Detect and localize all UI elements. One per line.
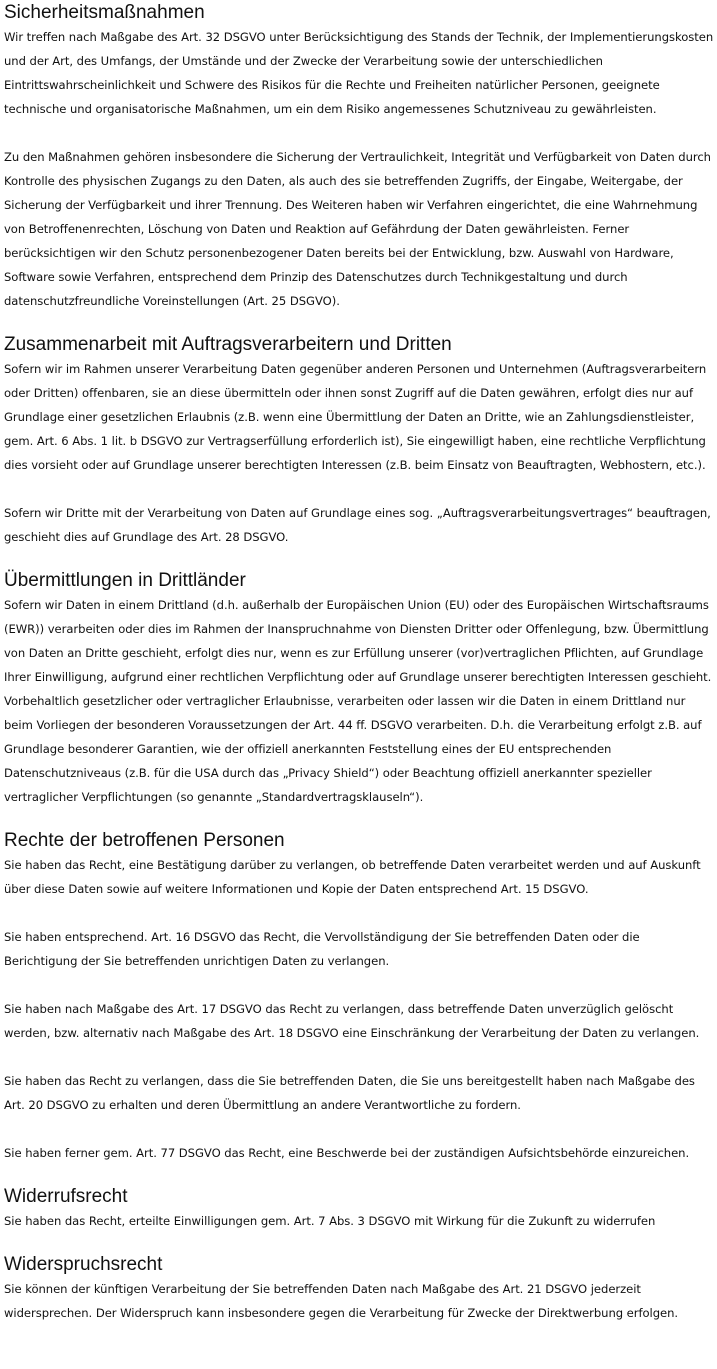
section-widerspruchsrecht [4, 1253, 714, 1325]
section-zusammenarbeit [4, 333, 714, 549]
section-heading: Zusammenarbeit mit Auftragsverarbeitern und Dritten [4, 334, 452, 355]
paragraph: Sofern wir Dritte mit der Verarbeitung von Daten auf Grundlage eines sog. „Auftragsverarbeitungsvertrages“ beauftragen, geschieht dies auf Grundlage des Art. 28 DSGVO. [4, 506, 711, 544]
section-drittlaender [4, 569, 714, 809]
paragraph: Sie haben das Recht, eine Bestätigung darüber zu verlangen, ob betreffende Daten verarbeitet werden und auf Auskunft über diese Daten sowie auf weitere Informationen und Kopie der Daten entsprechend Art. 15 DSGVO. [4, 858, 701, 896]
section-heading: Übermittlungen in Drittländer [4, 570, 246, 591]
section-widerrufsrecht [4, 1185, 714, 1233]
paragraph: Sie haben das Recht, erteilte Einwilligungen gem. Art. 7 Abs. 3 DSGVO mit Wirkung für die Zukunft zu widerrufen [4, 1214, 656, 1228]
section-sicherheitsmassnahmen [4, 0, 714, 313]
section-betroffenenrechte [4, 829, 714, 1165]
privacy-policy-document [4, 0, 714, 1345]
section-heading: Widerrufsrecht [4, 1186, 128, 1207]
paragraph: Sie haben nach Maßgabe des Art. 17 DSGVO das Recht zu verlangen, dass betreffende Daten unverzüglich gelöscht werden, bzw. alternativ nach Maßgabe des Art. 18 DSGVO eine Einschränkung der Verarbeitung der Daten zu verlangen. [4, 1002, 700, 1040]
paragraph: Sie haben entsprechend. Art. 16 DSGVO das Recht, die Vervollständigung der Sie betreffenden Daten oder die Berichtigung der Sie betreffenden unrichtigen Daten zu verlangen. [4, 930, 640, 968]
paragraph: Wir treffen nach Maßgabe des Art. 32 DSGVO unter Berücksichtigung des Stands der Technik, der Implementierungskosten und der Art, des Umfangs, der Umstände und der Zwecke der Verarbeitung sowie der unterschiedlichen Eintrittswahrscheinlichkeit und Schwere des Risikos für die Rechte und Freiheiten natürlicher Personen, geeignete technische und organisatorische Maßnahmen, um ein dem Risiko angemessenes Schutzniveau zu gewährleisten. [4, 30, 714, 116]
section-heading: Rechte der betroffenen Personen [4, 830, 285, 851]
paragraph: Sie können der künftigen Verarbeitung der Sie betreffenden Daten nach Maßgabe des Art. 21 DSGVO jederzeit widersprechen. Der Widerspruch kann insbesondere gegen die Verarbeitung für Zwecke der Direktwerbung erfolgen. [4, 1282, 679, 1320]
section-heading: Sicherheitsmaßnahmen [4, 2, 205, 23]
paragraph: Sofern wir Daten in einem Drittland (d.h. außerhalb der Europäischen Union (EU) oder des Europäischen Wirtschaftsraums (EWR)) verarbeiten oder dies im Rahmen der Inanspruchnahme von Diensten Dritter oder Offenlegung, bzw. Übermittlung von Daten an Dritte geschieht, erfolgt dies nur, wenn es zur Erfüllung unserer (vor)vertraglichen Pflichten, auf Grundlage Ihrer Einwilligung, aufgrund einer rechtlichen Verpflichtung oder auf Grundlage unserer berechtigten Interessen geschieht. Vorbehaltlich gesetzlicher oder vertraglicher Erlaubnisse, verarbeiten oder lassen wir die Daten in einem Drittland nur beim Vorliegen der besonderen Voraussetzungen der Art. 44 ff. DSGVO verarbeiten. D.h. die Verarbeitung erfolgt z.B. auf Grundlage besonderer Garantien, wie der offiziell anerkannten Feststellung eines der EU entsprechenden Datenschutzniveaus (z.B. für die USA durch das „Privacy Shield“) oder Beachtung offiziell anerkannter spezieller vertraglicher Verpflichtungen (so genannte „Standardvertragsklauseln“). [4, 598, 712, 804]
paragraph: Sie haben das Recht zu verlangen, dass die Sie betreffenden Daten, die Sie uns bereitgestellt haben nach Maßgabe des Art. 20 DSGVO zu erhalten und deren Übermittlung an andere Verantwortliche zu fordern. [4, 1074, 695, 1112]
paragraph: Zu den Maßnahmen gehören insbesondere die Sicherung der Vertraulichkeit, Integrität und Verfügbarkeit von Daten durch Kontrolle des physischen Zugangs zu den Daten, als auch des sie betreffenden Zugriffs, der Eingabe, Weitergabe, der Sicherung der Verfügbarkeit und ihrer Trennung. Des Weiteren haben wir Verfahren eingerichtet, die eine Wahrnehmung von Betroffenenrechten, Löschung von Daten und Reaktion auf Gefährdung der Daten gewährleisten. Ferner berücksichtigen wir den Schutz personenbezogener Daten bereits bei der Entwicklung, bzw. Auswahl von Hardware, Software sowie Verfahren, entsprechend dem Prinzip des Datenschutzes durch Technikgestaltung und durch datenschutzfreundliche Voreinstellungen (Art. 25 DSGVO). [4, 150, 711, 308]
paragraph: Sie haben ferner gem. Art. 77 DSGVO das Recht, eine Beschwerde bei der zuständigen Aufsichtsbehörde einzureichen. [4, 1146, 690, 1160]
section-heading: Widerspruchsrecht [4, 1254, 163, 1275]
paragraph: Sofern wir im Rahmen unserer Verarbeitung Daten gegenüber anderen Personen und Unternehmen (Auftragsverarbeitern oder Dritten) offenbaren, sie an diese übermitteln oder ihnen sonst Zugriff auf die Daten gewähren, erfolgt dies nur auf Grundlage einer gesetzlichen Erlaubnis (z.B. wenn eine Übermittlung der Daten an Dritte, wie an Zahlungsdienstleister, gem. Art. 6 Abs. 1 lit. b DSGVO zur Vertragserfüllung erforderlich ist), Sie eingewilligt haben, eine rechtliche Verpflichtung dies vorsieht oder auf Grundlage unserer berechtigten Interessen (z.B. beim Einsatz von Beauftragten, Webhostern, etc.). [4, 362, 707, 472]
